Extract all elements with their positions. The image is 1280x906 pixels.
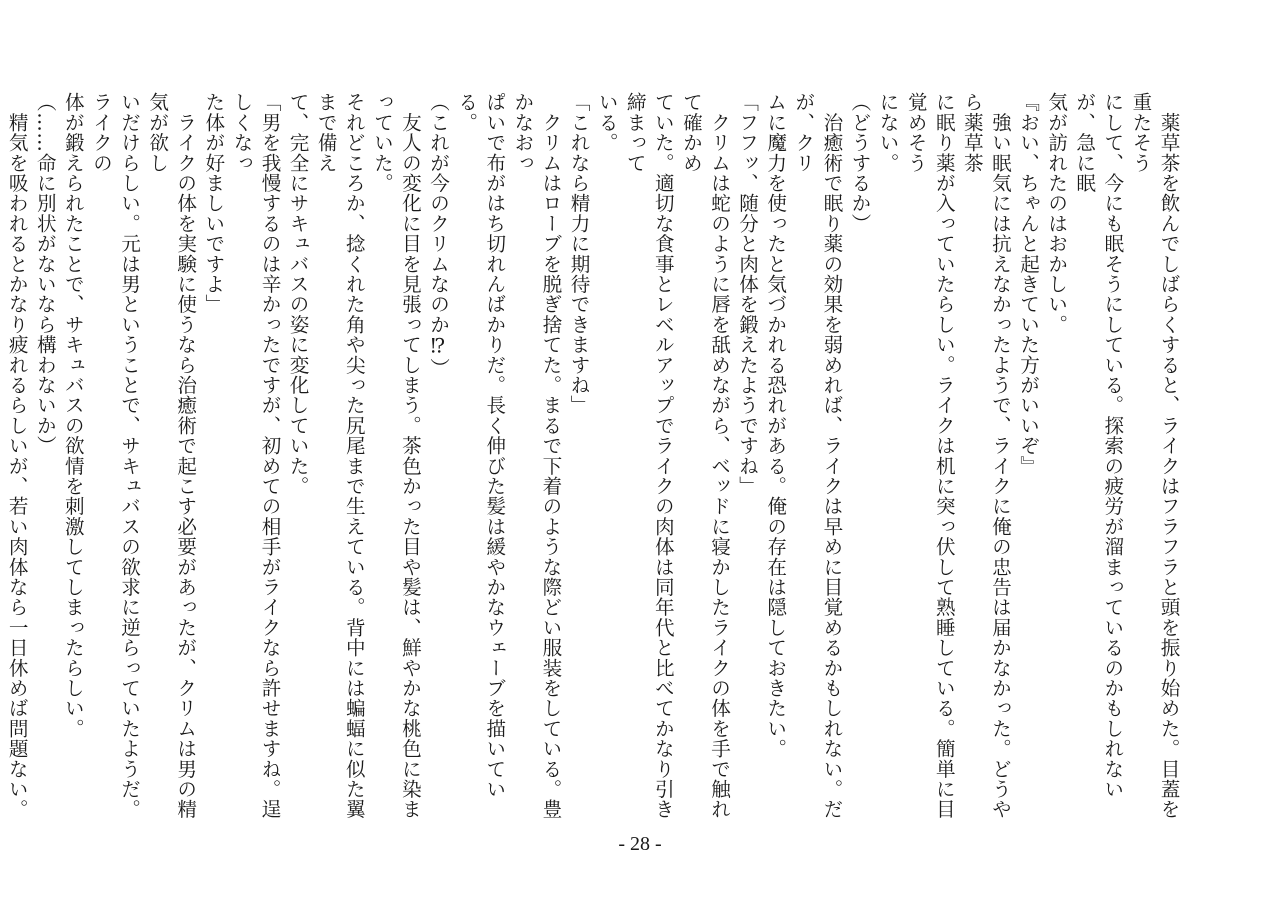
page-number: - 28 - bbox=[618, 833, 662, 855]
text-line: ていた。適切な食事とレベルアップでライクの肉体は同年代と比べてかなり引き締まって bbox=[623, 92, 675, 820]
text-line: 強い眠気には抗えなかったようで、ライクに俺の忠告は届かなかった。どうやら薬草茶 bbox=[960, 92, 1012, 820]
text-line: 「フフッ、随分と肉体を鍛えたようですね」 bbox=[735, 92, 759, 496]
text-line: 体が鍛えられたことで、サキュバスの欲情を刺激してしまったらしい。 bbox=[61, 92, 85, 739]
text-line: た体が好ましいですよ」 bbox=[201, 92, 225, 315]
text-line: 「これなら精力に期待できますね」 bbox=[567, 92, 591, 416]
text-line: いる。 bbox=[595, 92, 619, 153]
text-line: （どうするか） bbox=[847, 92, 871, 234]
text-line: にして、今にも眠そうにしている。探索の疲労が溜まっているのかもしれないが、急に眠 bbox=[1072, 92, 1124, 799]
text-line: 友人の変化に目を見張ってしまう。茶色かった目や髪は、鮮やかな桃色に染まっていた。 bbox=[370, 92, 422, 820]
vertical-text-body bbox=[5, 92, 1182, 832]
text-line: にない。 bbox=[876, 92, 900, 173]
text-line: ライクの体を実験に使うなら治癒術で起こす必要があったが、クリムは男の精気が欲し bbox=[145, 92, 197, 820]
text-line: （……命に別状がないなら構わないか） bbox=[33, 92, 57, 456]
text-line: に眠り薬が入っていたらしい。ライクは机に突っ伏して熟睡している。簡単に目覚めそう bbox=[904, 92, 956, 820]
text-line: 薬草茶を飲んでしばらくすると、ライクはフラフラと頭を振り始めた。目蓋を重たそう bbox=[1128, 92, 1180, 820]
text-line: 「男を我慢するのは辛かったですが、初めての相手がライクなら許せますね。逞しくなっ bbox=[229, 92, 281, 820]
text-line: クリムは蛇のように唇を舐めながら、ベッドに寝かしたライクの体を手で触れて確かめ bbox=[679, 92, 731, 820]
text-line: 治癒術で眠り薬の効果を弱めれば、ライクは早めに目覚めるかもしれない。だが、クリ bbox=[791, 92, 843, 820]
text-line: 精気を吸われるとかなり疲れるらしいが、若い肉体なら一日休めば問題ない。 bbox=[5, 112, 29, 820]
text-line: クリムはローブを脱ぎ捨てた。まるで下着のような際どい服装をしている。豊かなおっ bbox=[510, 92, 562, 820]
text-line: （これが今のクリムなのか⁉） bbox=[426, 92, 450, 379]
text-line: それどころか、捻くれた角や尖った尻尾まで生えている。背中には蝙蝠に似た翼まで備え bbox=[314, 92, 366, 820]
text-line: いだけらしい。元は男ということで、サキュバスの欲求に逆らっていたようだ。ライクの bbox=[89, 92, 141, 820]
text-line: ぱいで布がはち切れんばかりだ。長く伸びた髪は緩やかなウェーブを描いている。 bbox=[454, 92, 506, 799]
text-line: ムに魔力を使ったと気づかれる恐れがある。俺の存在は隠しておきたい。 bbox=[763, 92, 787, 759]
text-line: 『おい、ちゃんと起きていた方がいいぞ』 bbox=[1016, 92, 1040, 476]
text-line: て、完全にサキュバスの姿に変化していた。 bbox=[286, 92, 310, 496]
text-line: 気が訪れたのはおかしい。 bbox=[1044, 92, 1068, 335]
